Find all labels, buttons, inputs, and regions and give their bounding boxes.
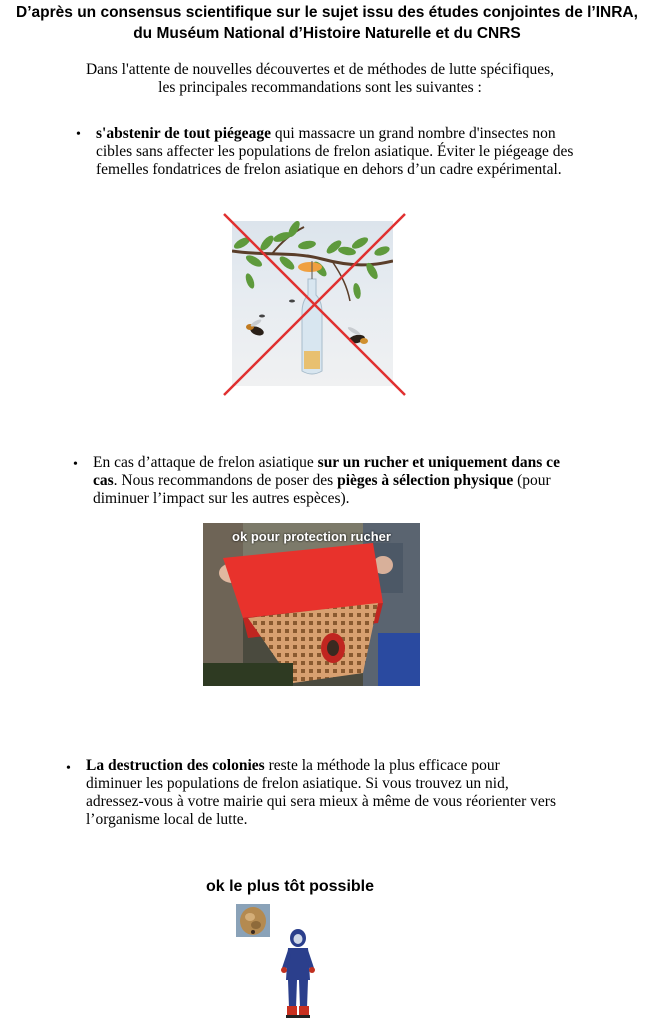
ok-asap-label: ok le plus tôt possible (205, 878, 375, 895)
recommendation-3-text: reste la méthode la plus efficace pour diminuer les populations de frelon asiatique. Si vous trouvez un nid, adressez-vous à votre mairie qui sera mieux à même de vous réorienter vers l’organisme local de lutte. (86, 757, 556, 828)
bullet-marker: • (66, 761, 71, 776)
recommendation-1-text: qui massacre un grand nombre d'insectes non cibles sans affecter les populations de frelon asiatique. Éviter le piégeage des femelles fondatrices de frelon asiatique en dehors d’un cadre expérimental. (96, 125, 574, 178)
recommendation-apiary-traps (93, 454, 573, 508)
recommendation-2-text-c: (pour diminuer l’impact sur les autres espèces). (93, 472, 551, 507)
recommendation-2-bold-b: pièges à sélection physique (337, 472, 514, 489)
recommendation-no-trapping (96, 125, 586, 179)
selective-trap-illustration (203, 523, 420, 686)
hornet-nest-image (236, 904, 270, 937)
recommendation-2-bold-a: sur un rucher et uniquement dans ce cas (93, 454, 560, 489)
selective-trap-photo (203, 523, 420, 686)
recommendation-destroy-colonies (86, 757, 556, 829)
hornet-nest-icon (236, 904, 270, 937)
recommendation-2-text-b: . Nous recommandons de poser des (113, 472, 338, 489)
header-line-1: D’après un consensus scientifique sur le sujet issu des études conjointes de l’INRA, (16, 4, 638, 21)
recommendation-1-bold: s'abstenir de tout piégeage (96, 125, 271, 142)
protective-suit-figure-icon (276, 928, 320, 1020)
header-line-2: du Muséum National d’Histoire Naturelle et du CNRS (133, 25, 521, 42)
photo-caption-apiary: ok pour protection rucher (232, 529, 391, 544)
recommendation-2-text-a: En cas d’attaque de frelon asiatique (93, 454, 318, 471)
bullet-marker: • (76, 127, 81, 142)
recommendation-3-bold: La destruction des colonies (86, 757, 265, 774)
intro-text (40, 61, 600, 97)
intro-line-1: Dans l'attente de nouvelles découvertes et de méthodes de lutte spécifiques, (85, 61, 555, 78)
prohibited-cross-icon (222, 212, 407, 397)
page-header (0, 2, 654, 44)
intro-line-2: les principales recommandations sont les suivantes : (158, 79, 482, 96)
bullet-marker: • (73, 457, 78, 472)
